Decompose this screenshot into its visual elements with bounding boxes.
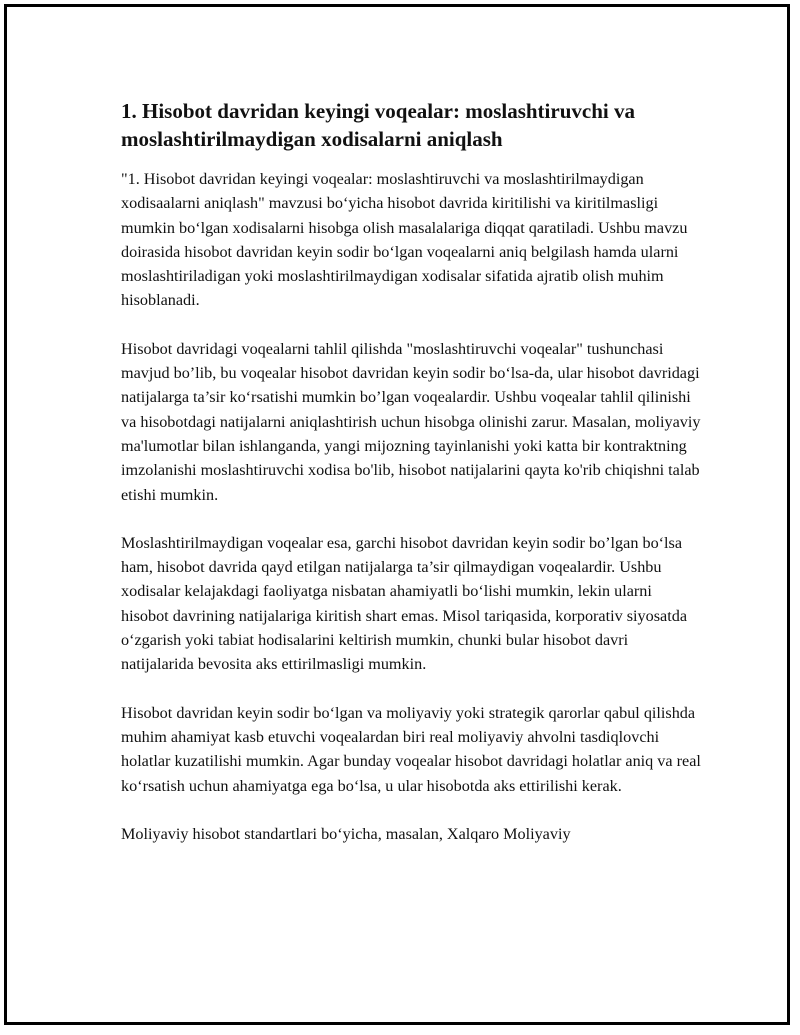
document-body [121,97,701,870]
paragraph-financial-decisions: Hisobot davridan keyin sodir bo‘lgan va moliyaviy yoki strategik qarorlar qabul qilishda muhim ahamiyat kasb etuvchi voqealardan biri real moliyaviy ahvolni tasdiqlovchi holatlar kuzatilishi mumkin. Agar bunday voqealar hisobot davridagi holatlar aniq va real ko‘rsatish uchun ahamiyatga ega bo‘lsa, u ular hisobotda aks ettirilishi kerak. [121,703,701,795]
paragraph-non-adjusting-events: Moslashtirilmaydigan voqealar esa, garchi hisobot davridan keyin sodir bo’lgan bo‘lsa ham, hisobot davrida qayd etilgan natijalarga ta’sir qilmaydigan voqealardir. Ushbu xodisalar kelajakdagi faoliyatga nisbatan ahamiyatli bo‘lishi mumkin, lekin ularni hisobot davrining natijalariga kiritish shart emas. Misol tariqasida, korporativ siyosatda o‘zgarish yoki tabiat hodisalarini keltirish mumkin, chunki bular hisobot davri natijalarida bevosita aks ettirilmasligi mumkin. [121,533,688,674]
document-page [4,4,790,1025]
paragraph-standards: Moliyaviy hisobot standartlari bo‘yicha, masalan, Xalqaro Moliyaviy [121,824,571,843]
paragraph-intro: "1. Hisobot davridan keyingi voqealar: moslashtiruvchi va moslashtirilmaydigan xodisaalarni aniqlash" mavzusi bo‘yicha hisobot davrida kiritilishi va kiritilmasligi mumkin bo‘lgan xodisalarni hisobga olish masalalariga diqqat qaratiladi. Ushbu mavzu doirasida hisobot davridan keyin sodir bo‘lgan voqealarni aniq belgilash hamda ularni moslashtiriladigan yoki moslashtirilmaydigan xodisalar sifatida ajratib olish muhim hisoblanadi. [121,170,688,310]
section-heading: 1. Hisobot davridan keyingi voqealar: moslashtiruvchi va moslashtirilmaydigan xodisalarni aniqlash [121,99,635,151]
paragraph-adjusting-events: Hisobot davridagi voqealarni tahlil qilishda "moslashtiruvchi voqealar" tushunchasi mavjud bo’lib, bu voqealar hisobot davridan keyin sodir bo‘lsa-da, ular hisobot davridagi natijalarga ta’sir ko‘rsatishi mumkin bo’lgan voqealardir. Ushbu voqealar tahlil qilinishi va hisobotdagi natijalarni aniqlashtirish uchun hisobga olinishi zarur. Masalan, moliyaviy ma'lumotlar bilan ishlanganda, yangi mijozning tayinlanishi yoki katta bir kontraktning imzolanishi moslashtiruvchi xodisa bo'lib, hisobot natijalarini qayta ko'rib chiqishni talab etishi mumkin. [121,339,701,504]
